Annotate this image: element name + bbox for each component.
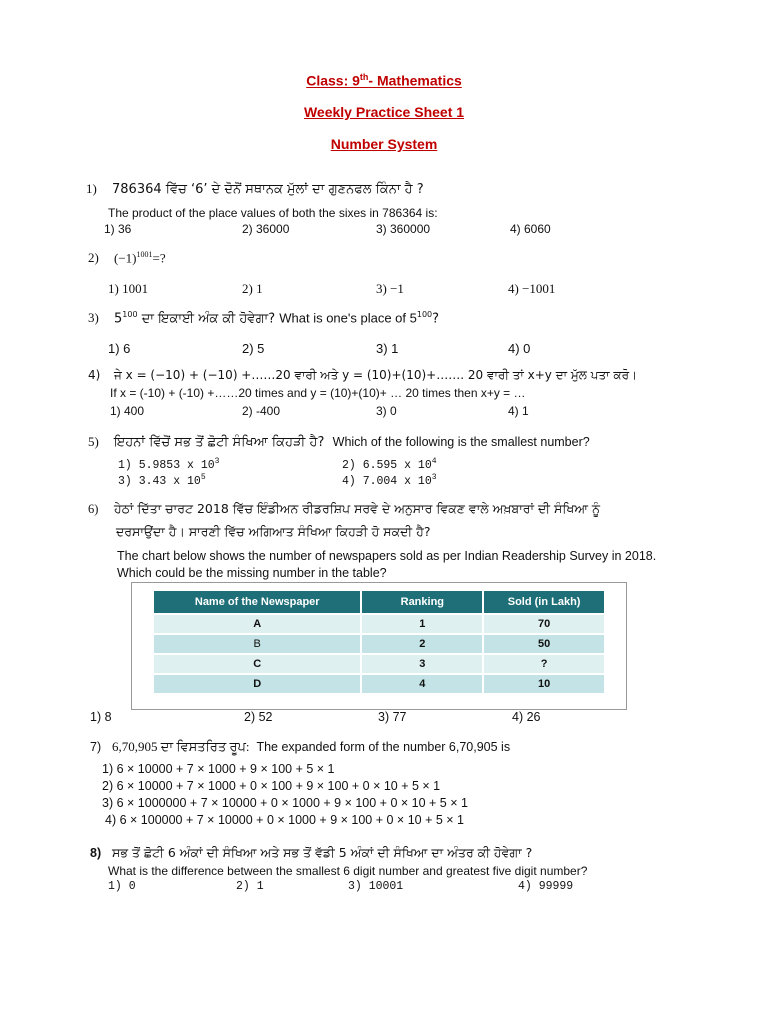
option[interactable]: 2) -400 (242, 404, 281, 418)
question-4-english: If x = (-10) + (-10) +……20 times and y = (10)+(10)+ … 20 times then x+y = … (110, 386, 526, 400)
option[interactable]: 1) 6 (108, 341, 131, 356)
option[interactable]: 2) 6.595 x $10^4$ (342, 457, 437, 472)
option[interactable]: 1) 1001 (108, 281, 149, 296)
option[interactable]: 3) 0 (376, 404, 397, 418)
table-row (154, 634, 605, 654)
page-title: Class: 9th- Mathematics (306, 72, 462, 89)
table-cell: B (154, 634, 361, 654)
question-6-punjabi-line-1: 6) ਹੇਠਾਂ ਦਿੱਤਾ ਚਾਰਟ 2018 ਵਿੱਚ ਇੰਡੀਅਨ ਰੀਡਰਸ਼ਿਪ ਸਰਵੇ ਦੇ ਅਨੁਸਾਰ ਵਿਕਣ ਵਾਲੇ ਅਖ਼ਬਾਰਾਂ ਦੀ ਸੰਖਿਆ ਨੂੰ (88, 501, 601, 516)
table-cell: 50 (483, 634, 605, 654)
option[interactable]: 2) 52 (244, 710, 273, 724)
table-row (154, 654, 605, 674)
option[interactable]: 2) 1 (236, 880, 264, 893)
question-5-options-row-2 (118, 473, 437, 488)
question-7-options (102, 761, 468, 829)
question-6-options (90, 710, 541, 724)
table-cell: D (154, 674, 361, 693)
question-3: 3) $5^{100}$ ਦਾ ਇਕਾਈ ਅੰਕ ਕੀ ਹੋਵੇਗਾ? What is one's place of $5^{100}$? (88, 310, 440, 327)
question-2: 2) $(-1)^{1001}=$? (88, 250, 166, 266)
question-6-english-line-1: The chart below shows the number of newspapers sold as per Indian Readership Survey in 2018. (117, 549, 657, 563)
table-cell: 4 (361, 674, 483, 693)
option[interactable]: 3) 3.43 x $10^5$ (118, 473, 206, 488)
question-8-english: What is the difference between the smallest 6 digit number and greatest five digit number? (108, 864, 588, 878)
question-6-punjabi-line-2: ਦਰਸਾਉਂਦਾ ਹੈ। ਸਾਰਣੀ ਵਿੱਚ ਅਗਿਆਤ ਸੰਖਿਆ ਕਿਹੜੀ ਹੋ ਸਕਦੀ ਹੈ? (116, 524, 431, 539)
question-6-english-line-2: Which could be the missing number in the table? (117, 566, 387, 580)
option[interactable]: 4) 7.004 x $10^3$ (342, 473, 437, 488)
table-header-row (154, 591, 605, 614)
option[interactable]: 4) −1001 (508, 281, 556, 296)
table-cell: 3 (361, 654, 483, 674)
option[interactable]: 2) 1 (242, 281, 263, 296)
question-1-punjabi: 1) 786364 ਵਿੱਚ ‘6’ ਦੇ ਦੋਨੋਂ ਸਥਾਨਕ ਮੁੱਲਾਂ ਦਾ ਗੁਣਨਫਲ ਕਿੰਨਾ ਹੈ ? (86, 181, 424, 197)
option[interactable]: 1) 8 (90, 710, 112, 724)
table-cell: 10 (483, 674, 605, 693)
question-3-options (108, 341, 530, 356)
option[interactable]: 3) 1 (376, 341, 399, 356)
table-row (154, 614, 605, 634)
option[interactable]: 2) 6 × 10000 + 7 × 1000 + 0 × 100 + 9 × 100 + 0 × 10 + 5 × 1 (102, 779, 441, 793)
question-1-english: The product of the place values of both the sixes in 786364 is: (108, 206, 438, 220)
table-cell: 1 (361, 614, 483, 634)
question-2-options (108, 281, 555, 297)
table-cell: C (154, 654, 361, 674)
question-8-punjabi: 8) ਸਭ ਤੋਂ ਛੋਟੀ 6 ਅੰਕਾਂ ਦੀ ਸੰਖਿਆ ਅਤੇ ਸਭ ਤੋਂ ਵੱਡੀ 5 ਅੰਕਾਂ ਦੀ ਸੰਖਿਆ ਦਾ ਅੰਤਰ ਕੀ ਹੋਵੇਗਾ ? (90, 845, 533, 860)
option[interactable]: 1) 6 × 10000 + 7 × 1000 + 9 × 100 + 5 × 1 (102, 762, 335, 776)
option[interactable]: 1) 0 (108, 880, 136, 893)
option[interactable]: 3) 6 × 1000000 + 7 × 10000 + 0 × 1000 + 9 × 100 + 0 × 10 + 5 × 1 (102, 796, 468, 810)
question-1-options (104, 222, 551, 236)
option[interactable]: 1) 5.9853 x $10^3$ (118, 457, 220, 472)
option[interactable]: 4) 1 (508, 404, 529, 418)
table-cell: A (154, 614, 361, 634)
option[interactable]: 3) 77 (378, 710, 407, 724)
option[interactable]: 3) 360000 (376, 222, 431, 236)
table-cell: 2 (361, 634, 483, 654)
newspaper-table (154, 591, 606, 693)
option[interactable]: 4) 0 (508, 341, 531, 356)
option[interactable]: 4) 6 × 100000 + 7 × 10000 + 0 × 1000 + 9 × 100 + 0 × 10 + 5 × 1 (105, 813, 464, 827)
question-7: 7) 6,70,905 ਦਾ ਵਿਸਤਰਿਤ ਰੂਪ: The expanded form of the number 6,70,905 is (90, 739, 511, 754)
question-5-options-row-1 (118, 457, 437, 472)
option[interactable]: 1) 36 (104, 222, 132, 236)
page-topic: Number System (330, 136, 438, 152)
question-5: 5) ਇਹਨਾਂ ਵਿੱਚੋਂ ਸਭ ਤੋਂ ਛੋਟੀ ਸੰਖਿਆ ਕਿਹੜੀ ਹੈ? Which of the following is the smallest number? (88, 434, 590, 450)
question-8-options (108, 880, 573, 893)
option[interactable]: 3) −1 (376, 281, 404, 296)
column-header: Ranking (361, 591, 483, 614)
option[interactable]: 2) 5 (242, 341, 265, 356)
column-header: Sold (in Lakh) (483, 591, 605, 614)
question-4-options (110, 404, 529, 418)
option[interactable]: 1) 400 (110, 404, 145, 418)
newspaper-table-frame (131, 582, 627, 710)
table-row (154, 674, 605, 693)
page-subtitle: Weekly Practice Sheet 1 (303, 104, 465, 120)
option[interactable]: 4) 6060 (510, 222, 551, 236)
table-cell: ? (483, 654, 605, 674)
option[interactable]: 3) 10001 (348, 880, 404, 893)
option[interactable]: 4) 26 (512, 710, 541, 724)
column-header: Name of the Newspaper (154, 591, 361, 614)
table-cell: 70 (483, 614, 605, 634)
question-4-punjabi: 4) ਜੇ x = (−10) + (−10) +……20 ਵਾਰੀ ਅਤੇ y = (10)+(10)+……. 20 ਵਾਰੀ ਤਾਂ x+y ਦਾ ਮੁੱਲ ਪਤਾ ਕਰੋ। (88, 368, 638, 382)
option[interactable]: 4) 99999 (518, 880, 574, 893)
option[interactable]: 2) 36000 (242, 222, 290, 236)
